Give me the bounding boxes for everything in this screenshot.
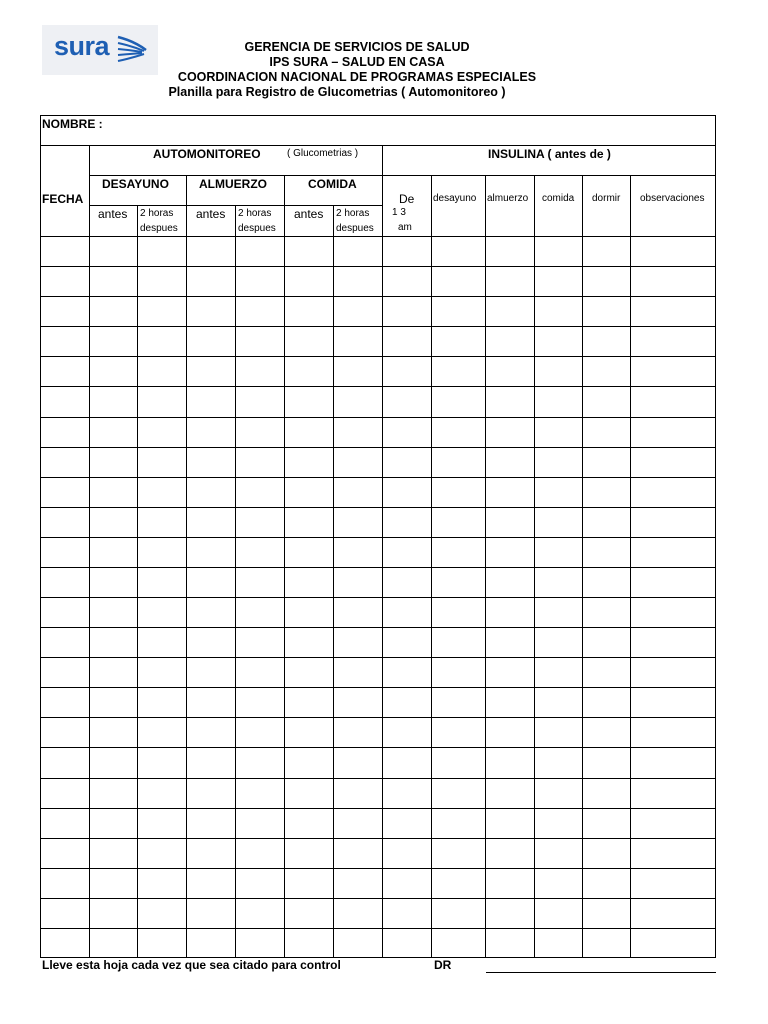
table-row-line: [40, 747, 716, 748]
sub-divider-2: [235, 205, 236, 958]
dos-horas-label-1: 2 horas: [140, 208, 174, 219]
meal-desayuno: DESAYUNO: [102, 177, 169, 191]
fecha-label: FECHA: [42, 192, 84, 206]
table-row-line: [40, 356, 716, 357]
title-row-separator: [89, 175, 716, 176]
despues-label-3: despues: [336, 223, 374, 234]
table-row-line: [40, 808, 716, 809]
glucometrias-label: ( Glucometrias ): [287, 148, 359, 159]
de-label: De: [399, 192, 415, 206]
table-row-line: [40, 266, 716, 267]
table-row-line: [40, 687, 716, 688]
table-row-line: [40, 898, 716, 899]
insulina-col-comida: comida: [542, 193, 575, 204]
table-row-line: [40, 868, 716, 869]
dos-horas-label-2: 2 horas: [238, 208, 272, 219]
table-row-line: [40, 386, 716, 387]
insulina-col-observaciones: observaciones: [640, 193, 705, 204]
footer-note: Lleve esta hoja cada vez que sea citado para control: [42, 958, 341, 972]
table-row-line: [40, 657, 716, 658]
table-row-line: [40, 477, 716, 478]
am-label: am: [398, 222, 412, 233]
dr-label: DR: [434, 958, 452, 972]
table-row-line: [40, 537, 716, 538]
meal-comida: COMIDA: [308, 177, 357, 191]
sub-divider-1: [137, 205, 138, 958]
automonitoreo-label: AUTOMONITOREO: [153, 147, 261, 161]
table-row-line: [40, 838, 716, 839]
table-row-line: [40, 417, 716, 418]
header-line-4: Planilla para Registro de Glucometrias ( Automonitoreo ): [168, 85, 506, 99]
despues-label-1: despues: [140, 223, 178, 234]
header-line-2: IPS SURA – SALUD EN CASA: [269, 55, 445, 69]
nombre-label: NOMBRE :: [42, 117, 103, 131]
header-bottom-line: [40, 236, 716, 237]
despues-label-2: despues: [238, 223, 276, 234]
insulina-col-desayuno: desayuno: [433, 193, 477, 204]
table-row-line: [40, 507, 716, 508]
antes-label-3: antes: [294, 207, 324, 221]
table-row-line: [40, 778, 716, 779]
table-row-line: [40, 296, 716, 297]
header-line-1: GERENCIA DE SERVICIOS DE SALUD: [244, 40, 470, 54]
meal-almuerzo: ALMUERZO: [199, 177, 267, 191]
insulina-col-dormir: dormir: [592, 193, 621, 204]
insulina-label: INSULINA ( antes de ): [488, 147, 611, 161]
nombre-separator: [40, 145, 716, 146]
signature-line: [486, 972, 716, 973]
table-row-line: [40, 597, 716, 598]
antes-label-2: antes: [196, 207, 226, 221]
header-line-3: COORDINACION NACIONAL DE PROGRAMAS ESPECIALES: [177, 70, 537, 84]
table-row-line: [40, 717, 716, 718]
insulina-col-almuerzo: almuerzo: [487, 193, 529, 204]
table-row-line: [40, 567, 716, 568]
antes-label-1: antes: [98, 207, 128, 221]
logo-text: sura: [54, 31, 110, 61]
table-row-line: [40, 447, 716, 448]
dos-horas-label-3: 2 horas: [336, 208, 370, 219]
table-row-line: [40, 928, 716, 929]
sub-divider-3: [333, 205, 334, 958]
table-row-line: [40, 627, 716, 628]
table-row-line: [40, 326, 716, 327]
uno-tres-label: 1 3: [392, 207, 406, 218]
